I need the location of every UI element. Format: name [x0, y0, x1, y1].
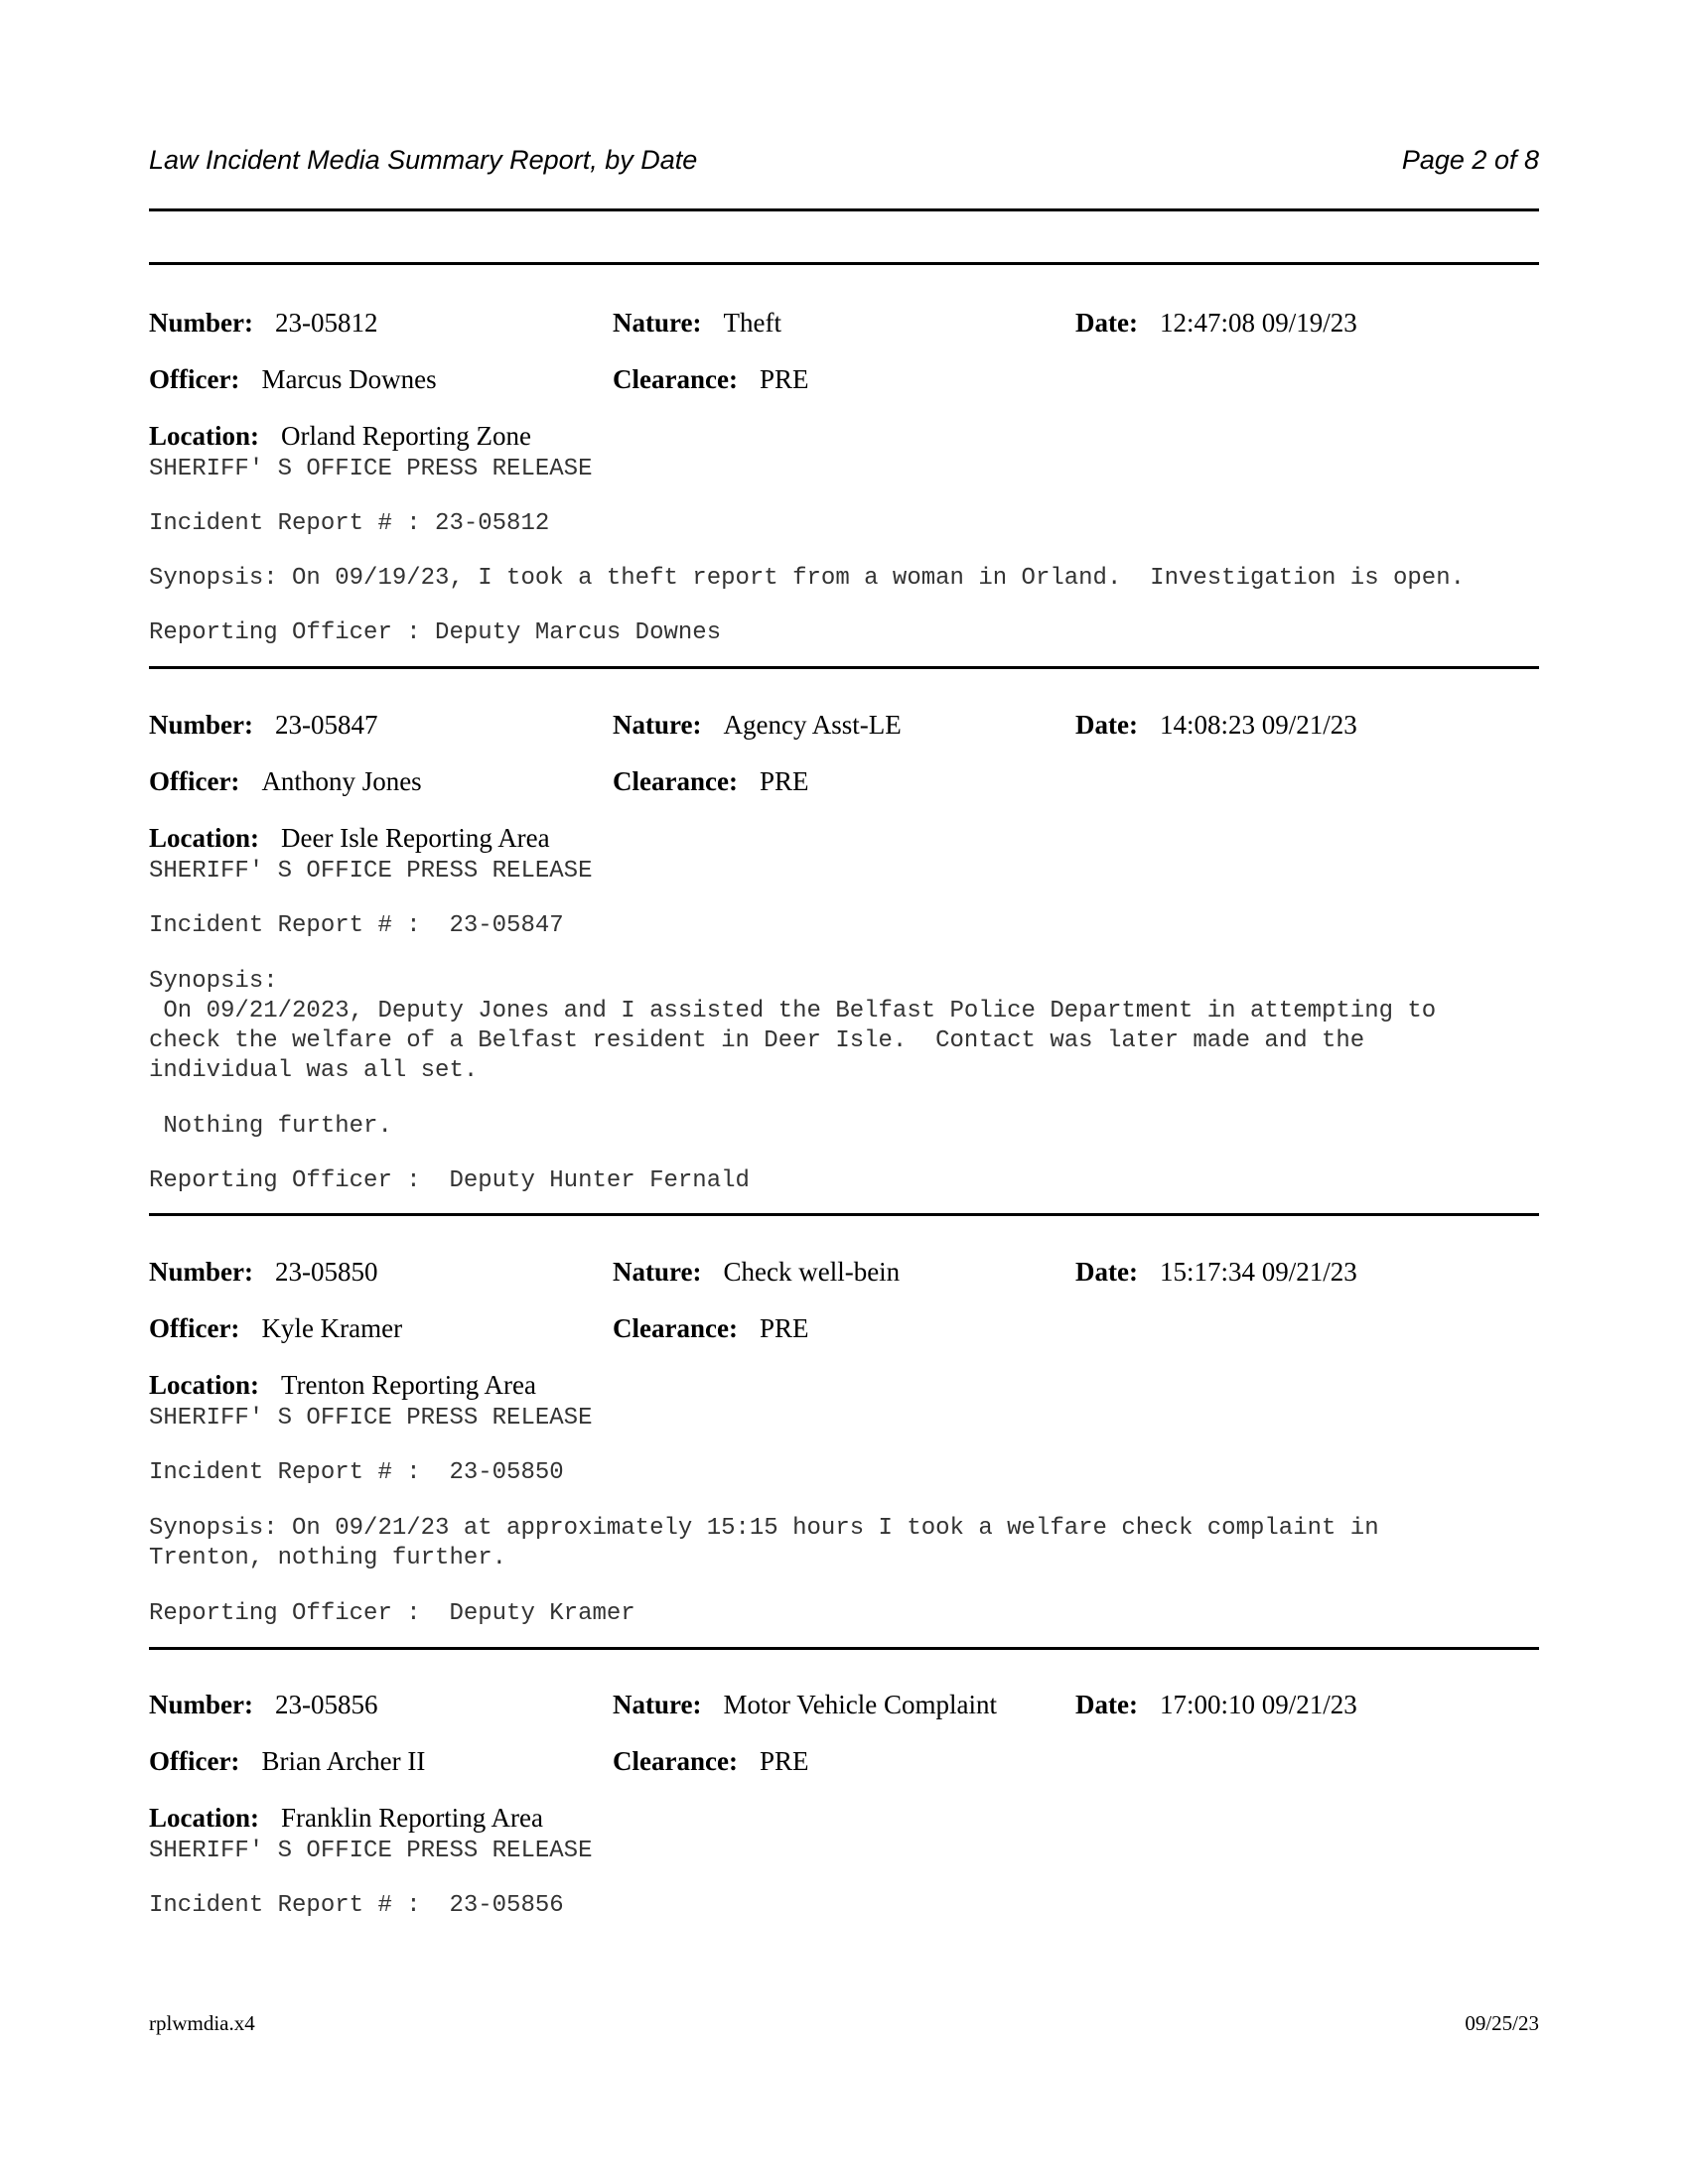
nature-field: Nature: Check well-bein	[613, 1257, 901, 1287]
officer-value: Anthony Jones	[261, 766, 422, 796]
incident-number: 23-05847	[274, 710, 378, 740]
incident-report-line: Incident Report # : 23-05850	[149, 1459, 564, 1486]
location-value: Trenton Reporting Area	[281, 1370, 536, 1400]
incident-report-line: Incident Report # : 23-05812	[149, 510, 550, 537]
nature-field: Nature: Theft	[613, 308, 781, 338]
officer-value: Marcus Downes	[261, 364, 437, 394]
record-separator	[149, 1647, 1539, 1650]
nature-value: Agency Asst-LE	[723, 710, 902, 740]
footer-report-code: rplwmdia.x4	[149, 2011, 255, 2035]
location-value: Deer Isle Reporting Area	[281, 823, 550, 853]
incident-report-line: Incident Report # : 23-05847	[149, 912, 564, 939]
date-field: Date: 12:47:08 09/19/23	[1075, 308, 1357, 338]
incident-number-field: Number: 23-05856	[149, 1690, 378, 1719]
report-title: Law Incident Media Summary Report, by Date	[149, 145, 698, 175]
nature-field: Nature: Motor Vehicle Complaint	[613, 1690, 997, 1719]
header-rule-bottom	[149, 262, 1539, 265]
officer-field: Officer: Kyle Kramer	[149, 1313, 403, 1343]
officer-field: Officer: Anthony Jones	[149, 766, 422, 796]
clearance-field: Clearance: PRE	[613, 364, 809, 394]
nature-field: Nature: Agency Asst-LE	[613, 710, 902, 740]
nature-value: Theft	[723, 308, 781, 338]
location-field: Location: Orland Reporting Zone	[149, 421, 531, 451]
incident-number: 23-05812	[274, 308, 378, 338]
date-value: 14:08:23 09/21/23	[1159, 710, 1357, 740]
clearance-field: Clearance: PRE	[613, 766, 809, 796]
clearance-value: PRE	[759, 1313, 809, 1343]
synopsis-text: Synopsis: On 09/19/23, I took a theft report from a woman in Orland. Investigation is open.	[149, 565, 1466, 592]
incident-report-line: Incident Report # : 23-05856	[149, 1892, 564, 1919]
press-release-label: SHERIFF' S OFFICE PRESS RELEASE	[149, 456, 593, 482]
date-value: 12:47:08 09/19/23	[1159, 308, 1357, 338]
date-field: Date: 14:08:23 09/21/23	[1075, 710, 1357, 740]
clearance-value: PRE	[759, 1746, 809, 1776]
location-field: Location: Franklin Reporting Area	[149, 1803, 543, 1833]
date-value: 15:17:34 09/21/23	[1159, 1257, 1357, 1287]
incident-number-field: Number: 23-05850	[149, 1257, 378, 1287]
page-number: Page 2 of 8	[1401, 145, 1539, 175]
record-separator	[149, 666, 1539, 669]
officer-value: Kyle Kramer	[261, 1313, 403, 1343]
date-field: Date: 17:00:10 09/21/23	[1075, 1690, 1357, 1719]
date-field: Date: 15:17:34 09/21/23	[1075, 1257, 1357, 1287]
incident-number-field: Number: 23-05847	[149, 710, 378, 740]
clearance-value: PRE	[759, 766, 809, 796]
date-value: 17:00:10 09/21/23	[1159, 1690, 1357, 1719]
officer-field: Officer: Brian Archer II	[149, 1746, 426, 1776]
press-release-label: SHERIFF' S OFFICE PRESS RELEASE	[149, 1838, 593, 1864]
synopsis-note: Nothing further.	[149, 1113, 392, 1140]
clearance-value: PRE	[759, 364, 809, 394]
reporting-officer-line: Reporting Officer : Deputy Marcus Downes	[149, 619, 722, 646]
press-release-label: SHERIFF' S OFFICE PRESS RELEASE	[149, 1405, 593, 1432]
location-field: Location: Trenton Reporting Area	[149, 1370, 536, 1400]
incident-number: 23-05850	[274, 1257, 378, 1287]
officer-field: Officer: Marcus Downes	[149, 364, 437, 394]
reporting-officer-line: Reporting Officer : Deputy Hunter Fernald	[149, 1167, 750, 1194]
press-release-label: SHERIFF' S OFFICE PRESS RELEASE	[149, 858, 593, 885]
incident-number: 23-05856	[274, 1690, 378, 1719]
incident-number-field: Number: 23-05812	[149, 308, 378, 338]
officer-value: Brian Archer II	[261, 1746, 426, 1776]
location-field: Location: Deer Isle Reporting Area	[149, 823, 550, 853]
synopsis-text: Synopsis: On 09/21/2023, Deputy Jones and I assisted the Belfast Police Department in attempting to check the welfare of a Belfast resident in Deer Isle. Contact was later made and the individual was all set.	[149, 968, 1437, 1084]
nature-value: Motor Vehicle Complaint	[723, 1690, 997, 1719]
clearance-field: Clearance: PRE	[613, 1746, 809, 1776]
location-value: Orland Reporting Zone	[281, 421, 531, 451]
synopsis-text: Synopsis: On 09/21/23 at approximately 15:15 hours I took a welfare check complaint in Trenton, nothing further.	[149, 1515, 1379, 1571]
header-rule-top	[149, 208, 1539, 211]
record-separator	[149, 1213, 1539, 1216]
nature-value: Check well-bein	[723, 1257, 901, 1287]
footer-print-date: 09/25/23	[1465, 2011, 1539, 2035]
reporting-officer-line: Reporting Officer : Deputy Kramer	[149, 1600, 635, 1627]
clearance-field: Clearance: PRE	[613, 1313, 809, 1343]
location-value: Franklin Reporting Area	[281, 1803, 543, 1833]
